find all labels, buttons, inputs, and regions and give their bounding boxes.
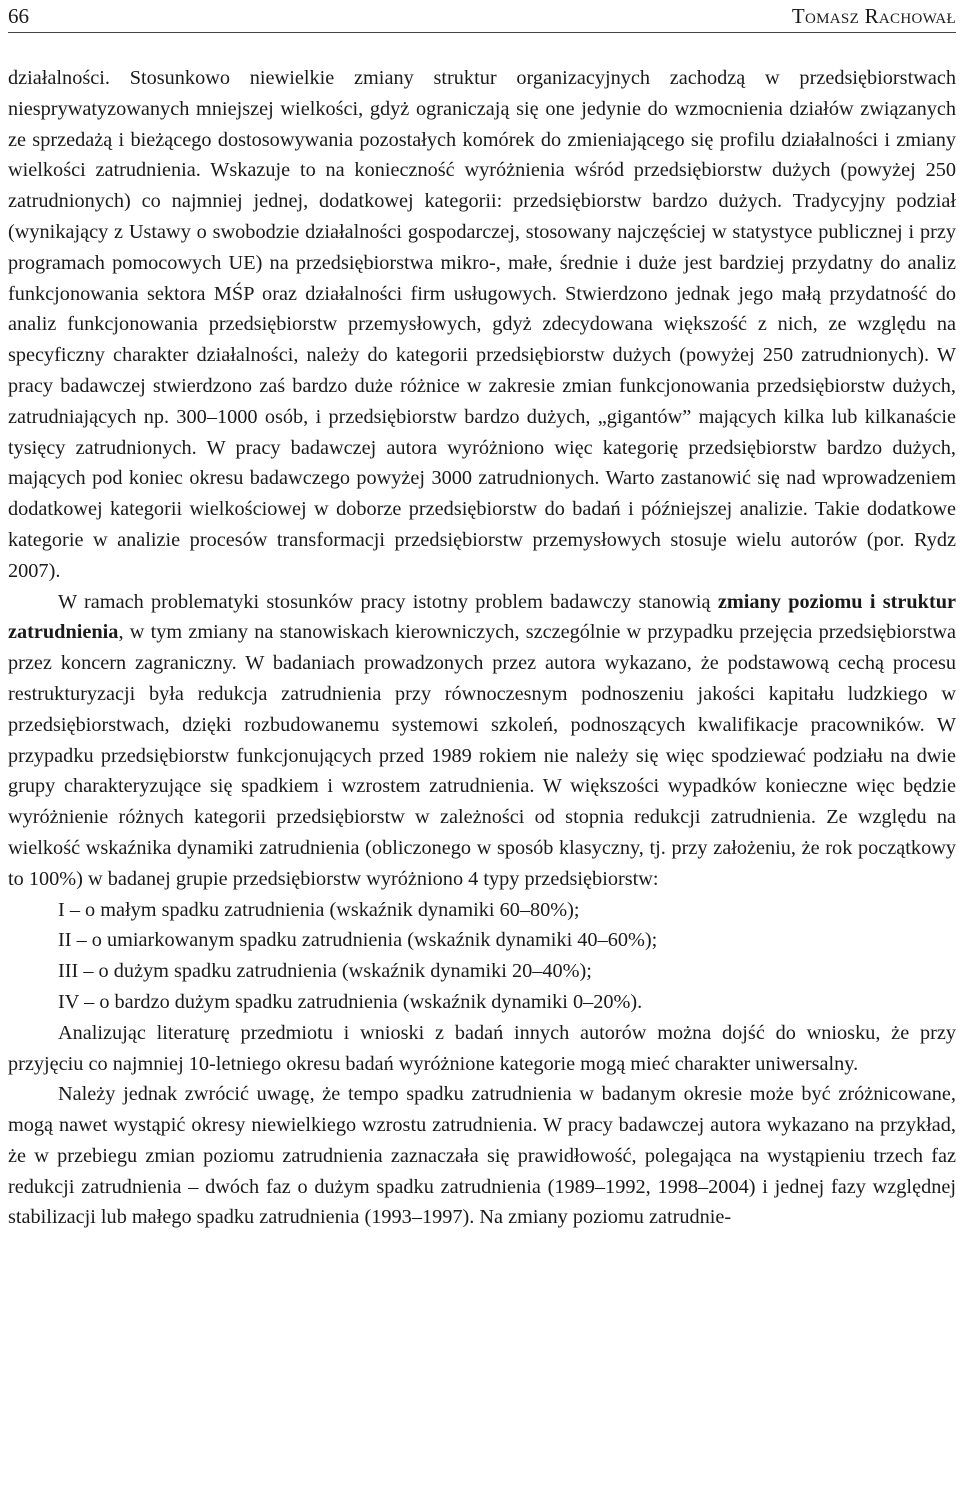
paragraph-2-emphasis: zmiany poziomu i struktur zatrudnienia [8,590,956,644]
list-item-type-4: IV – o bardzo dużym spadku zatrudnienia (wskaźnik dynamiki 0–20%). [58,990,643,1013]
paragraph-2-lead: W ramach problematyki stosunków pracy istotny problem badawczy stanowią [58,590,718,613]
list-item-type-1: I – o małym spadku zatrudnienia (wskaźnik dynamiki 60–80%); [58,898,580,921]
paragraph-1: działalności. Stosunkowo niewielkie zmiany struktur organizacyjnych zachodzą w przedsiębiorstwach niesprywatyzowanych mniejszej wielkości, gdyż ograniczają się one jedynie do wzmocnienia działów związanych ze sprzedażą i bieżącego dostosowywania pozostałych komórek do zmieniającego się profilu działalności i zmiany wielkości zatrudnienia. Wskazuje to na konieczność wyróżnienia wśród przedsiębiorstw dużych (powyżej 250 zatrudnionych) co najmniej jednej, dodatkowej kategorii: przedsiębiorstw bardzo dużych. Tradycyjny podział (wynikający z Ustawy o swobodzie działalności gospodarczej, stosowany najczęściej w statystyce publicznej i przy programach pomocowych UE) na przedsiębiorstwa mikro-, małe, średnie i duże jest bardziej przydatny do analiz funkcjonowania sektora MŚP oraz działalności firm usługowych. Stwierdzono jednak jego małą przydatność do analiz funkcjonowania przedsiębiorstw przemysłowych, gdyż zdecydowana większość z nich, ze względu na specyficzny charakter działalności, należy do kategorii przedsiębiorstw dużych (powyżej 250 zatrudnionych). W pracy badawczej stwierdzono zaś bardzo duże różnice w zakresie zmian funkcjonowania przedsiębiorstw dużych, zatrudniających np. 300–1000 osób, i przedsiębiorstw bardzo dużych, „gigantów” mających kilka lub kilkanaście tysięcy zatrudnionych. W pracy badawczej autora wyróżniono więc kategorię przedsiębiorstw bardzo dużych, mających pod koniec okresu badawczego powyżej 3000 zatrudnionych. Warto zastanowić się nad wprowadzeniem dodatkowej kategorii wielkościowej w doborze przedsiębiorstw do badań i późniejszej analizie. Takie dodatkowe kategorie w analizie procesów transformacji przedsiębiorstw przemysłowych stosuje wielu autorów (por. Rydz 2007). [8,67,956,582]
paragraph-4: Należy jednak zwrócić uwagę, że tempo spadku zatrudnienia w badanym okresie może być zróżnicowane, mogą nawet wystąpić okresy niewielkiego wzrostu zatrudnienia. W pracy badawczej autora wykazano na przykład, że w przebiegu zmian poziomu zatrudnienia zaznaczała się prawidłowość, polegająca na wystąpieniu trzech faz redukcji zatrudnienia – dwóch faz o dużym spadku zatrudnienia (1989–1992, 1998–2004) i jednej fazy względnej stabilizacji lub małego spadku zatrudnienia (1993–1997). Na zmiany poziomu zatrudnie- [8,1083,956,1229]
running-head-author: Tomasz Rachował [791,4,956,28]
list-item-type-3: III – o dużym spadku zatrudnienia (wskaźnik dynamiki 20–40%); [58,960,592,983]
running-head [8,0,956,33]
paragraph-2-rest: , w tym zmiany na stanowiskach kierowniczych, szczególnie w przypadku przejęcia przedsiębiorstwa przez koncern zagraniczny. W badaniach prowadzonych przez autora wykazano, że podstawową cechą procesu restrukturyzacji była redukcja zatrudnienia przy równoczesnym podnoszeniu jakości kapitału ludzkiego w przedsiębiorstwach, dzięki rozbudowanemu systemowi szkoleń, podnoszących kwalifikacje pracowników. W przypadku przedsiębiorstw funkcjonujących przed 1989 rokiem nie należy się więc spodziewać podziału na dwie grupy charakteryzujące się spadkiem i wzrostem zatrudnienia. W większości wypadków konieczne więc będzie wyróżnienie różnych kategorii przedsiębiorstw w zależności od stopnia redukcji zatrudnienia. Ze względu na wielkość wskaźnika dynamiki zatrudnienia (obliczonego w sposób klasyczny, tj. przy założeniu, że rok początkowy to 100%) w badanej grupie przedsiębiorstw wyróżniono 4 typy przedsiębiorstw: [8,621,956,890]
body-text [8,63,956,1233]
page-number: 66 [8,4,29,28]
paragraph-3: Analizując literaturę przedmiotu i wnioski z badań innych autorów można dojść do wniosku, że przy przyjęciu co najmniej 10-letniego okresu badań wyróżnione kategorie mogą mieć charakter uniwersalny. [8,1021,956,1075]
paragraph-2 [8,587,956,895]
list-item-type-2: II – o umiarkowanym spadku zatrudnienia (wskaźnik dynamiki 40–60%); [58,929,658,952]
